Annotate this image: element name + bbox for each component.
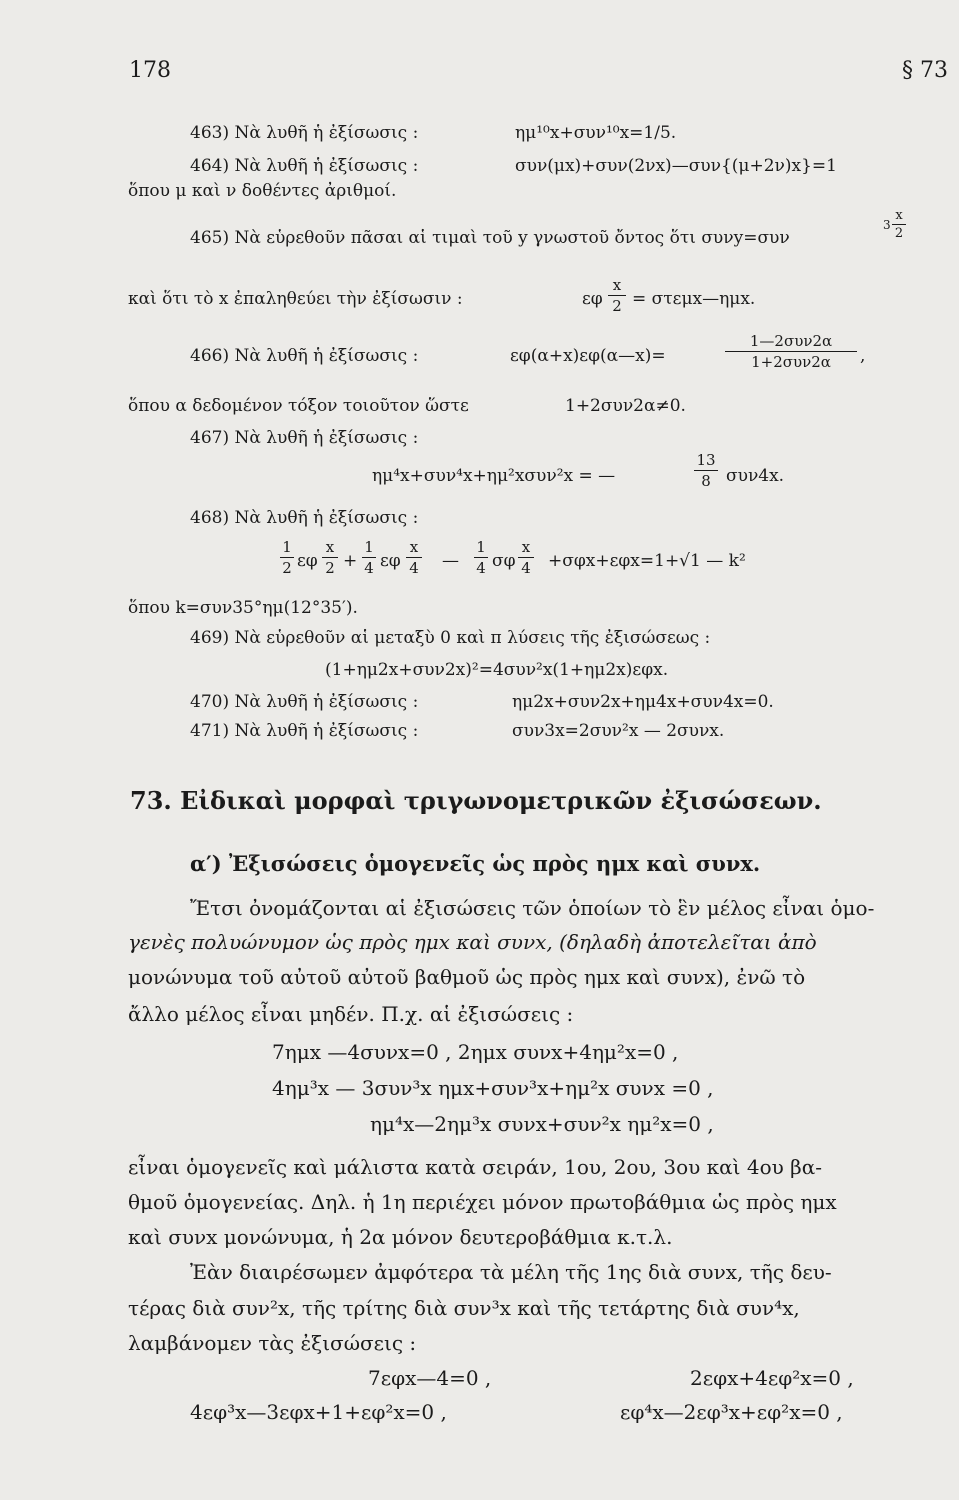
problem-465-exponent: 3 [883,218,891,232]
problem-469-label: 469) Νὰ εὑρεθοῦν αἱ μεταξὺ 0 καὶ π λύσεις τῆς ἐξισώσεως : [190,628,711,648]
problem-465-fraction [892,208,906,241]
fraction-numerator: x [895,208,903,223]
problem-465-eq2-a: εφ [582,289,603,309]
fraction-numerator: 1 [364,538,374,556]
result-equation: 7εφx—4=0 , [368,1366,492,1390]
fraction-denominator: 4 [364,559,374,577]
fraction-2 [322,538,338,577]
fraction-denominator: 2 [894,226,904,241]
fraction-denominator: 2 [325,559,335,577]
fraction-6 [518,538,534,577]
problem-466-label: 466) Νὰ λυθῆ ἡ ἐξίσωσις : [190,346,419,366]
problem-465-label: 465) Νὰ εὑρεθοῦν πᾶσαι αἱ τιμαὶ τοῦ y γνωστοῦ ὄντος ὅτι συνy=συν [190,228,790,248]
fraction-numerator: 1 [282,538,292,556]
section-title: 73. Εἰδικαὶ μορφαὶ τριγωνομετρικῶν ἐξισώσεων. [130,786,822,815]
fraction-bar [362,557,376,558]
fraction-bar [406,557,422,558]
fraction-numerator: 1 [476,538,486,556]
problem-467-label: 467) Νὰ λυθῆ ἡ ἐξίσωσις : [190,428,419,448]
fraction-bar [892,224,906,225]
example-equation: ημ⁴x—2ημ³x συνx+συν²x ημ²x=0 , [370,1112,714,1136]
fraction-bar [725,351,857,352]
subsection-title: α′) Ἐξισώσεις ὁμογενεῖς ὡς πρὸς ημx καὶ συνx. [190,851,761,876]
term-tan-1: εφ [297,551,318,571]
problem-464-note: ὅπου μ καὶ ν δοθέντες ἀριθμοί. [128,181,397,201]
problem-466-equation: εφ(α+x)εφ(α—x)= [510,346,666,366]
fraction-bar [322,557,338,558]
body-text-line: λαμβάνομεν τὰς ἐξισώσεις : [128,1331,417,1355]
problem-467-equation: ημ⁴x+συν⁴x+ημ²xσυν²x = — [372,466,616,486]
fraction-denominator: 4 [521,559,531,577]
fraction-bar [474,557,488,558]
body-text-line: τέρας διὰ συν²x, τῆς τρίτης διὰ συν³x καὶ τῆς τετάρτης διὰ συν⁴x, [128,1296,800,1320]
fraction-denominator: 2 [612,297,622,315]
fraction-bar [280,557,294,558]
problem-471-label: 471) Νὰ λυθῆ ἡ ἐξίσωσις : [190,721,419,741]
fraction-5 [474,538,488,577]
section-mark: § 73 [902,58,948,83]
problem-469-equation: (1+ημ2x+συν2x)²=4συν²x(1+ημ2x)εφx. [325,660,669,680]
problem-466-tail: , [860,346,866,366]
body-text-line: μονώνυμα τοῦ αὐτοῦ αὐτοῦ βαθμοῦ ὡς πρὸς ημx καὶ συνx), ἐνῶ τὸ [128,965,806,989]
body-text-line: θμοῦ ὁμογενείας. Δηλ. ἡ 1η περιέχει μόνον πρωτοβάθμια ὡς πρὸς ημx [128,1190,837,1214]
fraction-numerator: x [612,276,622,294]
fraction-numerator: 13 [696,451,716,469]
problem-465-eq2-b: = στεμx—ημx. [632,289,756,309]
problem-463-label: 463) Νὰ λυθῆ ἡ ἐξίσωσις : [190,123,419,143]
body-text-line: γενὲς πολυώνυμον ὡς πρὸς ημx καὶ συνx, (δηλαδὴ ἀποτελεῖται ἀπὸ [128,930,817,954]
problem-463-equation: ημ¹⁰x+συν¹⁰x=1/5. [515,123,677,143]
page-number: 178 [129,58,171,83]
fraction-denominator: 4 [476,559,486,577]
problem-470-equation: ημ2x+συν2x+ημ4x+συν4x=0. [512,692,774,712]
problem-470-label: 470) Νὰ λυθῆ ἡ ἐξίσωσις : [190,692,419,712]
problem-464-equation: συν(μx)+συν(2νx)—συν{(μ+2ν)x}=1 [515,156,837,176]
fraction-denominator: 1+2συν2α [751,353,831,371]
body-text-line: Ἐὰν διαιρέσωμεν ἀμφότερα τὰ μέλη τῆς 1ης διὰ συνx, τῆς δευ- [190,1260,832,1284]
problem-466-note: ὅπου α δεδομένον τόξον τοιοῦτον ὥστε [128,396,469,416]
fraction-1 [280,538,294,577]
body-text-line: ἄλλο μέλος εἶναι μηδέν. Π.χ. αἱ ἐξισώσεις : [128,1002,574,1026]
fraction-bar [608,295,626,296]
fraction-numerator: x [325,538,335,556]
result-equation: 4εφ³x—3εφx+1+εφ²x=0 , [190,1400,447,1424]
fraction-numerator: x [521,538,531,556]
problem-467-fraction [694,451,718,490]
problem-471-equation: συν3x=2συν²x — 2συνx. [512,721,725,741]
problem-468-note: ὅπου k=συν35°ημ(12°35′). [128,598,358,618]
problem-466-condition: 1+2συν2α≠0. [565,396,686,416]
plus-sign: + [343,551,358,571]
example-equation: 7ημx —4συνx=0 , 2ημx συνx+4ημ²x=0 , [272,1040,679,1064]
fraction-denominator: 4 [409,559,419,577]
result-equation: 2εφx+4εφ²x=0 , [690,1366,854,1390]
body-text-line: καὶ συνx μονώνυμα, ἡ 2α μόνον δευτεροβάθμια κ.τ.λ. [128,1225,673,1249]
fraction-denominator: 2 [282,559,292,577]
term-cot: σφ [492,551,516,571]
problem-466-fraction [725,332,857,371]
term-tan-2: εφ [380,551,401,571]
problem-468-label: 468) Νὰ λυθῆ ἡ ἐξίσωσις : [190,508,419,528]
problem-465-line2: καὶ ὅτι τὸ x ἐπαληθεύει τὴν ἐξίσωσιν : [128,289,463,309]
fraction-bar [518,557,534,558]
minus-sign: — [442,551,459,571]
fraction-numerator: x [409,538,419,556]
result-equation: εφ⁴x—2εφ³x+εφ²x=0 , [620,1400,843,1424]
problem-467-tail: συν4x. [726,466,785,486]
fraction-4 [406,538,422,577]
fraction-3 [362,538,376,577]
body-text-line: Ἔτσι ὀνομάζονται αἱ ἐξισώσεις τῶν ὁποίων τὸ ἓν μέλος εἶναι ὁμο- [190,896,875,920]
problem-464-label: 464) Νὰ λυθῆ ἡ ἐξίσωσις : [190,156,419,176]
equation-tail: +σφx+εφx=1+√1 — k² [548,551,746,571]
body-text-line: εἶναι ὁμογενεῖς καὶ μάλιστα κατὰ σειράν, 1ου, 2ου, 3ου καὶ 4ου βα- [128,1155,822,1179]
problem-465-eq2-fraction [608,276,626,315]
example-equation: 4ημ³x — 3συν³x ημx+συν³x+ημ²x συνx =0 , [272,1076,714,1100]
fraction-denominator: 8 [701,472,711,490]
fraction-bar [694,470,718,471]
fraction-numerator: 1—2συν2α [749,332,833,350]
